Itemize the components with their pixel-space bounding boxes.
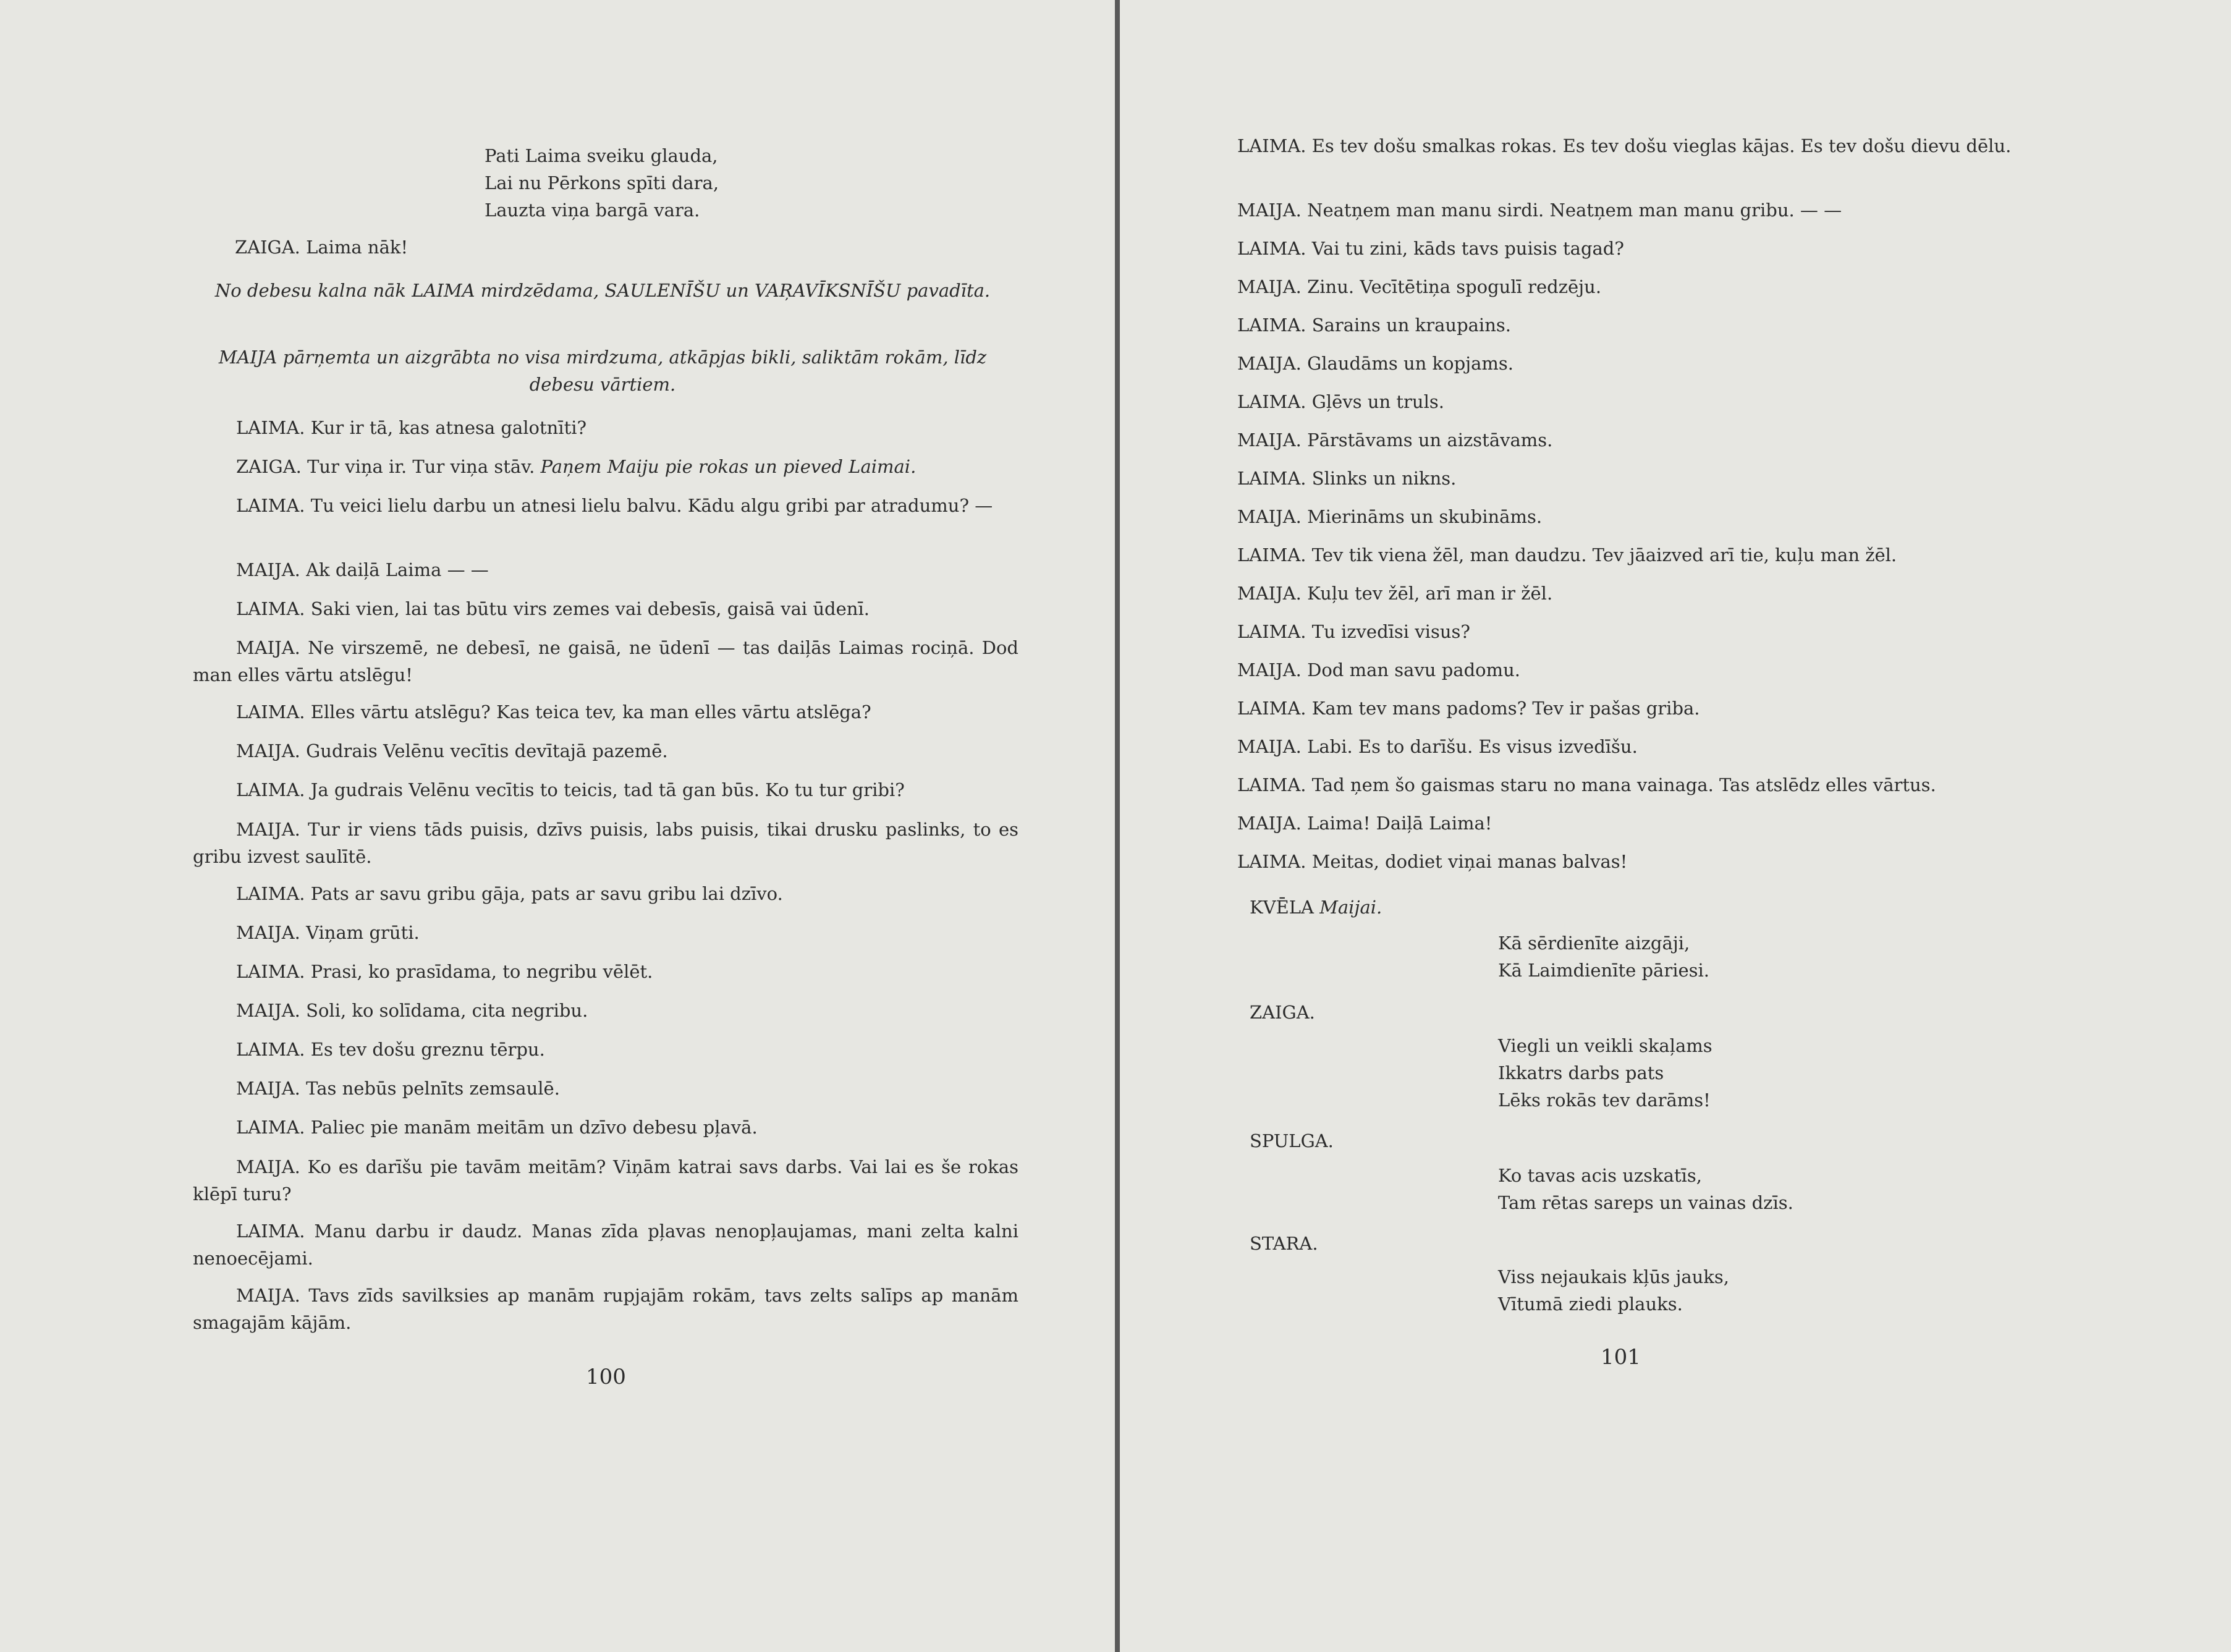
dialogue-line	[193, 453, 1018, 480]
verse-line: Vītumā ziedi plauks.	[1498, 1294, 1683, 1315]
dialogue-line: MAIJA. Ak daiļā Laima — —	[236, 559, 489, 580]
dialogue-line: LAIMA. Tu izvedīsi visus?	[1237, 621, 1470, 642]
stage-direction-2: MAIJA pārņemta un aizgrābta no visa mirdzuma, atkāpjas bikli, saliktām rokām, līdz debesu vārtiem.	[218, 347, 987, 395]
dialogue-line: LAIMA. Tad ņem šo gaismas staru no mana vainaga. Tas atslēdz elles vārtus.	[1237, 774, 1936, 795]
dialogue-line: LAIMA. Pats ar savu gribu gāja, pats ar savu gribu lai dzīvo.	[236, 883, 783, 904]
dialogue-line: LAIMA. Kam tev mans padoms? Tev ir pašas griba.	[1237, 698, 1700, 719]
dialogue-line: MAIJA. Neatņem man manu sirdi. Neatņem man manu gribu. — —	[1237, 200, 1842, 221]
dialogue-line: LAIMA. Manu darbu ir daudz. Manas zīda pļavas nenopļaujamas, mani zelta kalni nenoecējami.	[193, 1221, 1018, 1269]
dialogue-line: MAIJA. Viņam grūti.	[236, 922, 420, 943]
dialogue-line: MAIJA. Glaudāms un kopjams.	[1237, 353, 1514, 374]
verse-line: Kā sērdienīte aizgāji,	[1498, 933, 1690, 954]
speaker-text: KVĒLA	[1250, 897, 1320, 918]
dialogue-line: LAIMA. Tu veici lielu darbu un atnesi lielu balvu. Kādu algu gribi par atradumu? —	[236, 495, 993, 516]
song-verse	[1498, 930, 1709, 984]
dialogue-line: MAIJA. Ne virszemē, ne debesī, ne gaisā, ne ūdenī — tas daiļās Laimas rociņā. Dod man elles vārtu atslēgu!	[193, 637, 1018, 685]
dialogue-line: LAIMA. Es tev došu smalkas rokas. Es tev došu vieglas kājas. Es tev došu dievu dēlu.	[1237, 135, 2012, 156]
dialogue-line: MAIJA. Mierināms un skubināms.	[1237, 506, 1543, 527]
verse-line: Lēks rokās tev darāms!	[1498, 1090, 1711, 1111]
dialogue-line: MAIJA. Ko es darīšu pie tavām meitām? Viņām katrai savs darbs. Vai lai es še rokas klēpī turu?	[193, 1156, 1018, 1205]
page-number: 101	[1601, 1345, 1641, 1370]
dialogue-line: MAIJA. Soli, ko solīdama, cita negribu.	[236, 1000, 588, 1021]
dialogue-line: LAIMA. Saki vien, lai tas būtu virs zemes vai debesīs, gaisā vai ūdenī.	[236, 598, 870, 619]
dialogue-line: LAIMA. Es tev došu greznu tērpu.	[236, 1039, 545, 1060]
stage-direction-1: No debesu kalna nāk LAIMA mirdzēdama, SAULENĪŠU un VAŖAVĪKSNĪŠU pavadīta.	[214, 280, 991, 301]
dialogue-line: LAIMA. Elles vārtu atslēgu? Kas teica tev, ka man elles vārtu atslēga?	[236, 701, 871, 722]
speaker-label: ZAIGA.	[1250, 1002, 1315, 1023]
dialogue-line: LAIMA. Vai tu zini, kāds tavs puisis tagad?	[1237, 238, 1624, 259]
gutter	[1115, 0, 1120, 1652]
dialogue-line: LAIMA. Prasi, ko prasīdama, to negribu vēlēt.	[236, 961, 653, 982]
zaiga-line: ZAIGA. Laima nāk!	[235, 237, 409, 258]
verse-line: Ikkatrs darbs pats	[1498, 1062, 1664, 1083]
song-verse	[1498, 1032, 1712, 1114]
dialogue-line: MAIJA. Dod man savu padomu.	[1237, 659, 1520, 680]
page-number: 100	[586, 1365, 626, 1389]
dialogue-line: MAIJA. Gudrais Velēnu vecītis devītajā pazemē.	[236, 740, 668, 761]
verse-line: Viegli un veikli skaļams	[1498, 1035, 1712, 1056]
dialogue-line: MAIJA. Tur ir viens tāds puisis, dzīvs puisis, labs puisis, tikai drusku paslinks, to es gribu izvest saulītē.	[193, 819, 1018, 867]
dialogue-line: LAIMA. Kur ir tā, kas atnesa galotnīti?	[236, 417, 587, 438]
dialogue-line: MAIJA. Laima! Daiļā Laima!	[1237, 813, 1492, 834]
kvela-line	[1250, 894, 1382, 921]
dialogue-line: MAIJA. Zinu. Vecītētiņa spogulī redzēju.	[1237, 276, 1602, 297]
dialogue-line: LAIMA. Meitas, dodiet viņai manas balvas!	[1237, 851, 1628, 872]
dialogue-line: LAIMA. Ja gudrais Velēnu vecītis to teicis, tad tā gan būs. Ko tu tur gribi?	[236, 779, 905, 800]
verse-line: Ko tavas acis uzskatīs,	[1498, 1165, 1702, 1186]
dialogue-line: MAIJA. Tavs zīds savilksies ap manām rupjajām rokām, tavs zelts salīps ap manām smagajām kājām.	[193, 1285, 1018, 1333]
verse-line: Pati Laima sveiku glauda,	[485, 145, 718, 166]
dialogue-line: MAIJA. Kuļu tev žēl, arī man ir žēl.	[1237, 583, 1553, 604]
song-verse	[1498, 1162, 1793, 1216]
verse-line: Viss nejaukais kļūs jauks,	[1498, 1266, 1729, 1287]
speaker-label: STARA.	[1250, 1233, 1318, 1254]
dialogue-line: LAIMA. Gļēvs un truls.	[1237, 391, 1444, 412]
verse-top	[485, 142, 719, 224]
dialogue-line: LAIMA. Paliec pie manām meitām un dzīvo debesu pļavā.	[236, 1117, 758, 1138]
stage-inline: Paņem Maiju pie rokas un pieved Laimai.	[540, 456, 917, 477]
left-page	[0, 0, 1115, 1652]
dialogue-line: LAIMA. Sarains un kraupains.	[1237, 315, 1511, 336]
stage-inline: Maijai.	[1319, 897, 1382, 918]
dialogue-line: LAIMA. Slinks un nikns.	[1237, 468, 1457, 489]
dialogue-line: LAIMA. Tev tik viena žēl, man daudzu. Tev jāaizved arī tie, kuļu man žēl.	[1237, 544, 1897, 565]
dialogue-line: MAIJA. Labi. Es to darīšu. Es visus izvedīšu.	[1237, 736, 1638, 757]
verse-line: Tam rētas sareps un vainas dzīs.	[1498, 1192, 1793, 1213]
dialogue-line: MAIJA. Pārstāvams un aizstāvams.	[1237, 430, 1553, 451]
verse-line: Kā Laimdienīte pāriesi.	[1498, 960, 1710, 981]
dialogue-line: MAIJA. Tas nebūs pelnīts zemsaulē.	[236, 1078, 560, 1099]
speaker-text: ZAIGA. Tur viņa ir. Tur viņa stāv.	[236, 456, 541, 477]
verse-line: Lauzta viņa bargā vara.	[485, 200, 700, 221]
song-verse	[1498, 1263, 1729, 1318]
right-page	[1120, 0, 2231, 1652]
speaker-label: SPULGA.	[1250, 1130, 1334, 1151]
verse-line: Lai nu Pērkons spīti dara,	[485, 172, 719, 193]
